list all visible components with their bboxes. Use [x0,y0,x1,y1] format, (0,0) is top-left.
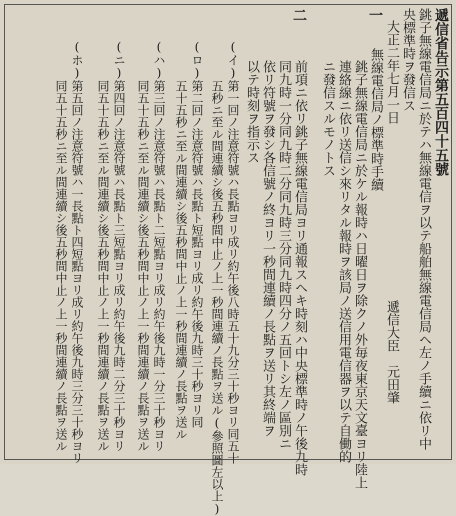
section-2-line-4: 以テ時刻ヲ指示ス [244,60,259,164]
item-ho-line-1: 第五回ノ注意符號ハ一長點ト四短點ヨリ成リ約午後九時三分三十秒ヨリ [70,80,84,464]
section-label-2: 二 [291,8,307,22]
section-1-line-1: 無線電信局ノ標準時手續 [368,48,383,191]
item-label-i: (イ) [226,40,240,80]
signature: 遞信大臣 元田肇 [384,300,399,404]
item-ho-line-2: 同五十五秒ニ至ル間連續シ後五秒間中止ノ上一秒間連續ノ長點ヲ送ル [54,80,68,452]
item-i-line-2: 五秒ニ至ル間連續シ後五秒間中止ノ上一秒間連續ノ長點ヲ送ル(參照圖左以上) [210,80,224,516]
issue-date: 大正二年七月一日 [384,20,399,124]
header-line-1: 銚子無線電信局ニ於テハ無線電信ヲ以テ船舶無線電信局ヘ左ノ手續ニ依リ中 [416,8,431,450]
header-line-2: 央標準時ヲ發信ス [400,8,415,112]
section-1-line-4: ニ發信スルモノトス [320,60,335,177]
item-ha-line-2: 同五十五秒ニ至ル間連續シ後五秒間中止ノ上一秒間連續ノ長點ヲ送ル [136,80,150,452]
item-i-line-1: 第一回ノ注意符號ハ長點ヨリ成リ約午後八時五十九分三十秒ヨリ同五十 [226,80,240,464]
section-2-line-1: 前項ニ依リ銚子無線電信局ヨリ通報スヘキ時刻ハ中央標準時ノ午後九時 [292,60,307,476]
item-label-ho: (ホ) [70,40,84,80]
item-ro-line-2: 五十五秒ニ至ル間連續シ後五秒間中止ノ上一秒間連續ノ長點ヲ送ル [174,80,188,440]
section-1-line-2: 銚子無線電信局ニ於ケル報時ハ日曜日ヲ除クノ外毎夜東京天文臺ヨリ陸上 [352,60,367,489]
item-ni-line-2: 同五十五秒ニ至ル間連續シ後五秒間中止ノ上一秒間連續ノ長點ヲ送ル [96,80,110,452]
item-ni-line-1: 第四回ノ注意符號ハ長點ト三短點ヨリ成リ約午後九時二分三十秒ヨリ [112,80,126,452]
item-label-ha: (ハ) [152,40,166,80]
section-2-line-2: 同九時一分同九時二分同九時三分同九時四分ノ五回トシ左ノ區別ニ [276,60,291,450]
item-ha-line-1: 第三回ノ注意符號ハ長點ト二短點ヨリ成リ約午後九時一分三十秒ヨリ [152,80,166,452]
item-label-ni: (ニ) [112,40,126,80]
section-2-line-3: 依リ符號ヲ發シ各信號ノ終ヨリ一秒間連續ノ長點ヲ送リ其終端ヲ [260,60,275,437]
section-label-1: 一 [367,8,383,22]
item-label-ro: (ロ) [190,40,204,80]
section-1-line-3: 連絡線ニ依リ送信シ來リタル報時ヲ該局ノ送信用電信器ヲ以テ自働的 [336,60,351,463]
notice-title: 遞信省告示第五百四十五號 [433,8,449,176]
item-ro-line-1: 第二回ノ注意符號ハ長點ト短點ヨリ成リ約午後九時三十秒ヨリ同 [190,80,204,428]
